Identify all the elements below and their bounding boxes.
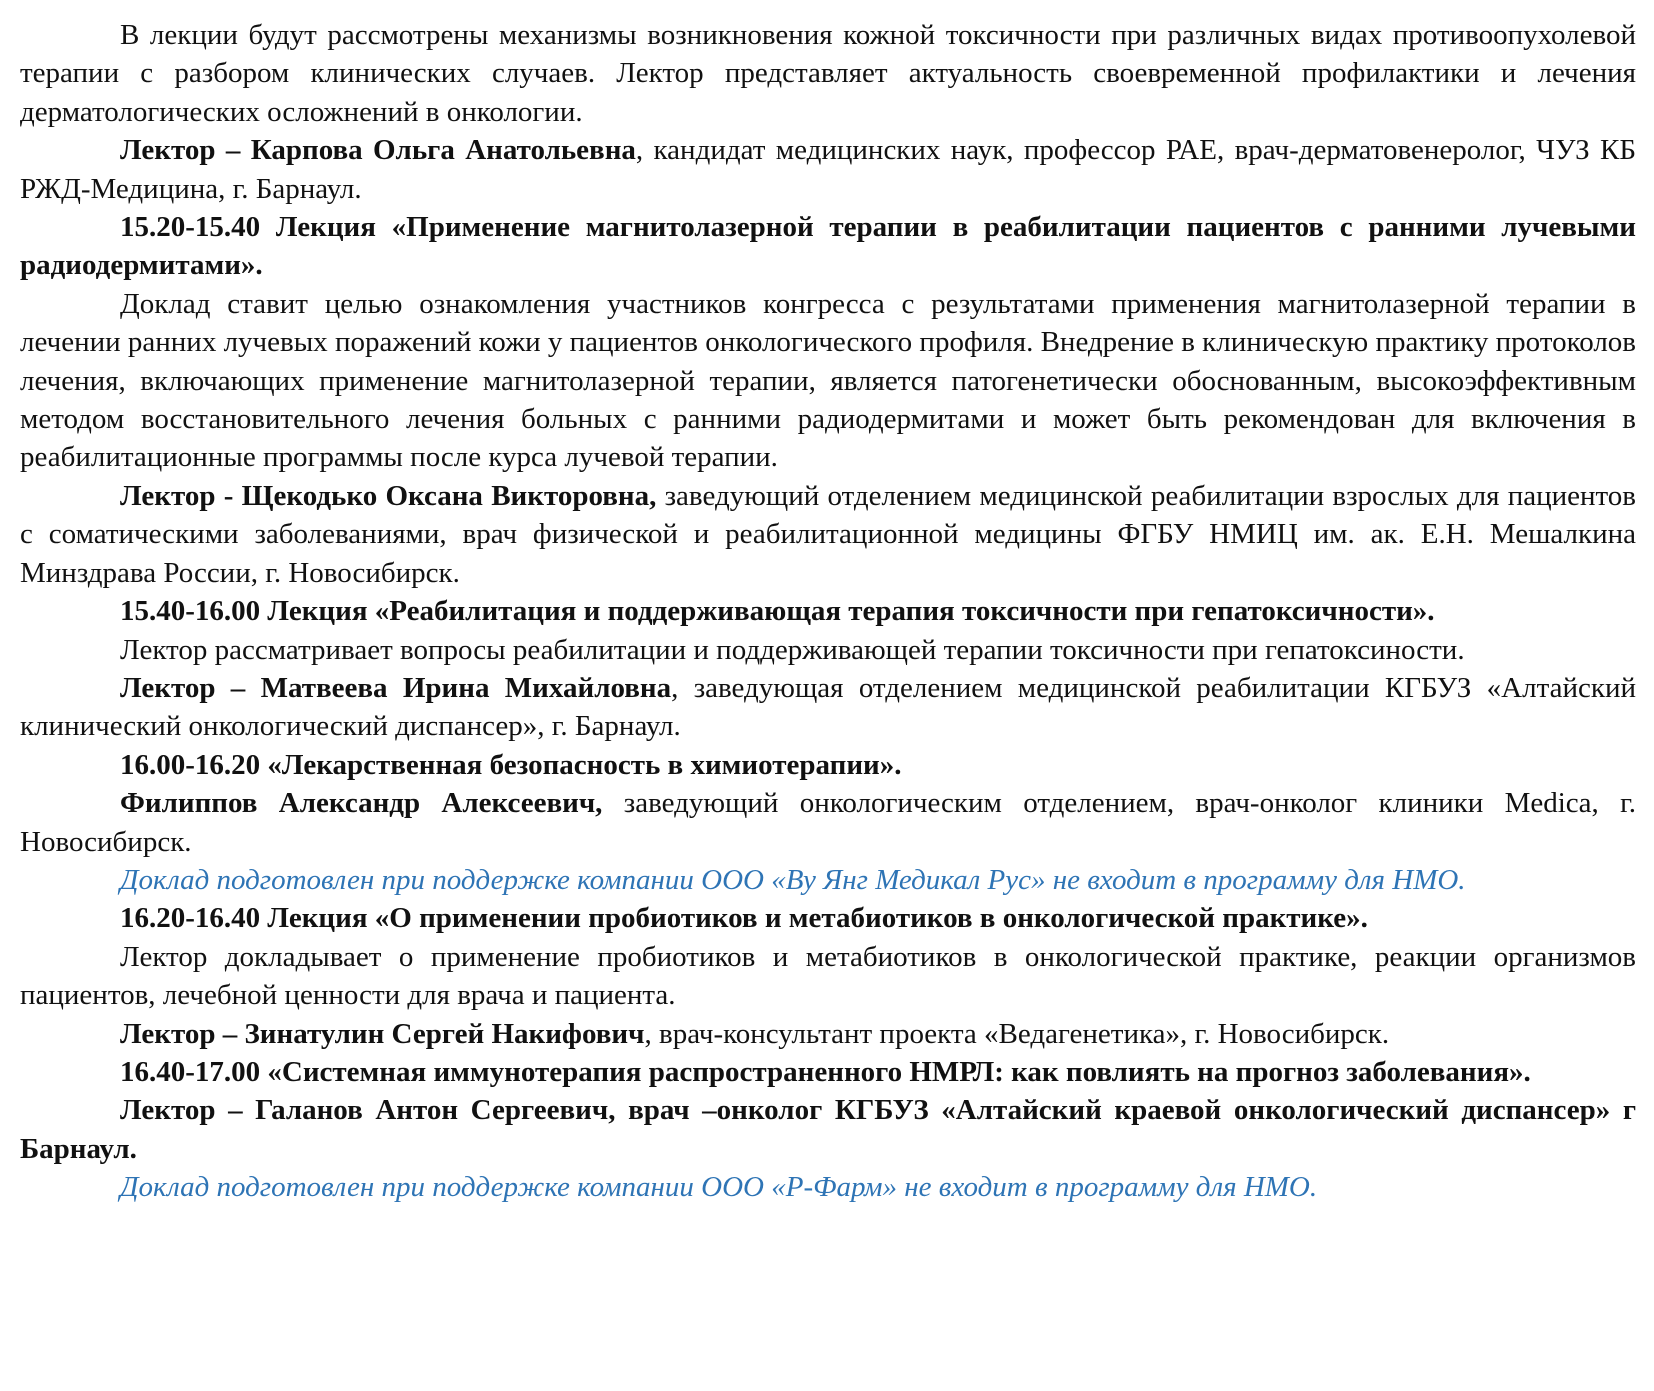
lecturer-name: Лектор - Щекодько Оксана Викторовна, xyxy=(120,479,657,512)
lecturer-name: Филиппов Александр Алексеевич, xyxy=(120,787,603,820)
session-title-magnetolaser: 15.20-15.40 Лекция «Применение магнитолазерной терапии в реабилитации пациентов с ранними лучевыми радиодермитами». xyxy=(20,211,1636,282)
lecture-description-probiotics: Лектор докладывает о применение пробиотиков и метабиотиков в онкологической практике, реакции организмов пациентов, лечебной ценности для врача и пациента. xyxy=(20,940,1636,1012)
lecturer-name: Лектор – Карпова Ольга Анатольевна xyxy=(120,134,636,167)
sponsor-note-woo-young: Доклад подготовлен при поддержке компании ООО «Ву Янг Медикал Рус» не входит в программу для НМО. xyxy=(120,863,1466,896)
lecture-description-magnetolaser: Доклад ставит целью ознакомления участников конгресса с результатами применения магнитолазерной терапии в лечении ранних лучевых поражений кожи у пациентов онкологического профиля. Внедрение в клиническую практику протоколов лечения, включающих применение магнитолазерной терапии, является патогенетически обоснованным, высокоэффективным методом восстановительного лечения больных с ранними радиодермитами и может быть рекомендован для включения в реабилитационные программы после курса лучевой терапии. xyxy=(20,287,1636,474)
lecturer-name: Лектор – Зинатулин Сергей Накифович xyxy=(120,1017,645,1050)
lecture-description-skin-toxicity: В лекции будут рассмотрены механизмы возникновения кожной токсичности при различных видах противоопухолевой терапии с разбором клинических случаев. Лектор представляет актуальность своевременной профилактики и лечения дерматологических осложнений в онкологии. xyxy=(20,19,1636,128)
lecturer-details: , заведующая отделением медицинской реабилитации КГБУЗ «Алтайский клинический онкологический диспансер», г. Барнаул. xyxy=(20,671,1636,743)
session-title-drug-safety: 16.00-16.20 «Лекарственная безопасность в химиотерапии». xyxy=(120,748,902,781)
lecture-description-hepatotoxicity: Лектор рассматривает вопросы реабилитации и поддерживающей терапии токсичности при гепатоксиности. xyxy=(120,633,1465,666)
lecturer-details: , кандидат медицинских наук, профессор РАЕ, врач-дерматовенеролог, ЧУЗ КБ РЖД-Медицина, г. Барнаул. xyxy=(20,134,1636,205)
document-page xyxy=(20,16,1636,1207)
sponsor-note-r-pharm: Доклад подготовлен при поддержке компании ООО «Р-Фарм» не входит в программу для НМО. xyxy=(120,1171,1318,1204)
session-title-hepatotoxicity: 15.40-16.00 Лекция «Реабилитация и поддерживающая терапия токсичности при гепатоксичности». xyxy=(120,595,1435,628)
lecturer-details: заведующий онкологическим отделением, врач-онколог клиники Medica, г. Новосибирск. xyxy=(20,787,1636,858)
lecturer-name: Лектор – Матвеева Ирина Михайловна xyxy=(120,671,672,704)
lecturer-karpova xyxy=(20,131,1636,208)
session-title-probiotics: 16.20-16.40 Лекция «О применении пробиотиков и метабиотиков в онкологической практике». xyxy=(120,902,1368,935)
lecturer-details: заведующий отделением медицинской реабилитации взрослых для пациентов с соматическими заболеваниями, врач физической и реабилитационной медицины ФГБУ НМИЦ им. ак. Е.Н. Мешалкина Минздрава России, г. Новосибирск. xyxy=(20,479,1636,589)
lecturer-shchekodko xyxy=(20,477,1636,592)
lecturer-filippov xyxy=(20,784,1636,861)
lecturer-zinatulin xyxy=(20,1015,1636,1053)
session-title-immunotherapy: 16.40-17.00 «Системная иммунотерапия распространенного НМРЛ: как повлиять на прогноз заболевания». xyxy=(120,1055,1531,1088)
lecturer-galanov: Лектор – Галанов Антон Сергеевич, врач –онколог КГБУЗ «Алтайский краевой онкологический диспансер» г Барнаул. xyxy=(20,1094,1636,1165)
lecturer-details: , врач-консультант проекта «Ведагенетика», г. Новосибирск. xyxy=(644,1017,1390,1050)
lecturer-matveeva xyxy=(20,669,1636,746)
